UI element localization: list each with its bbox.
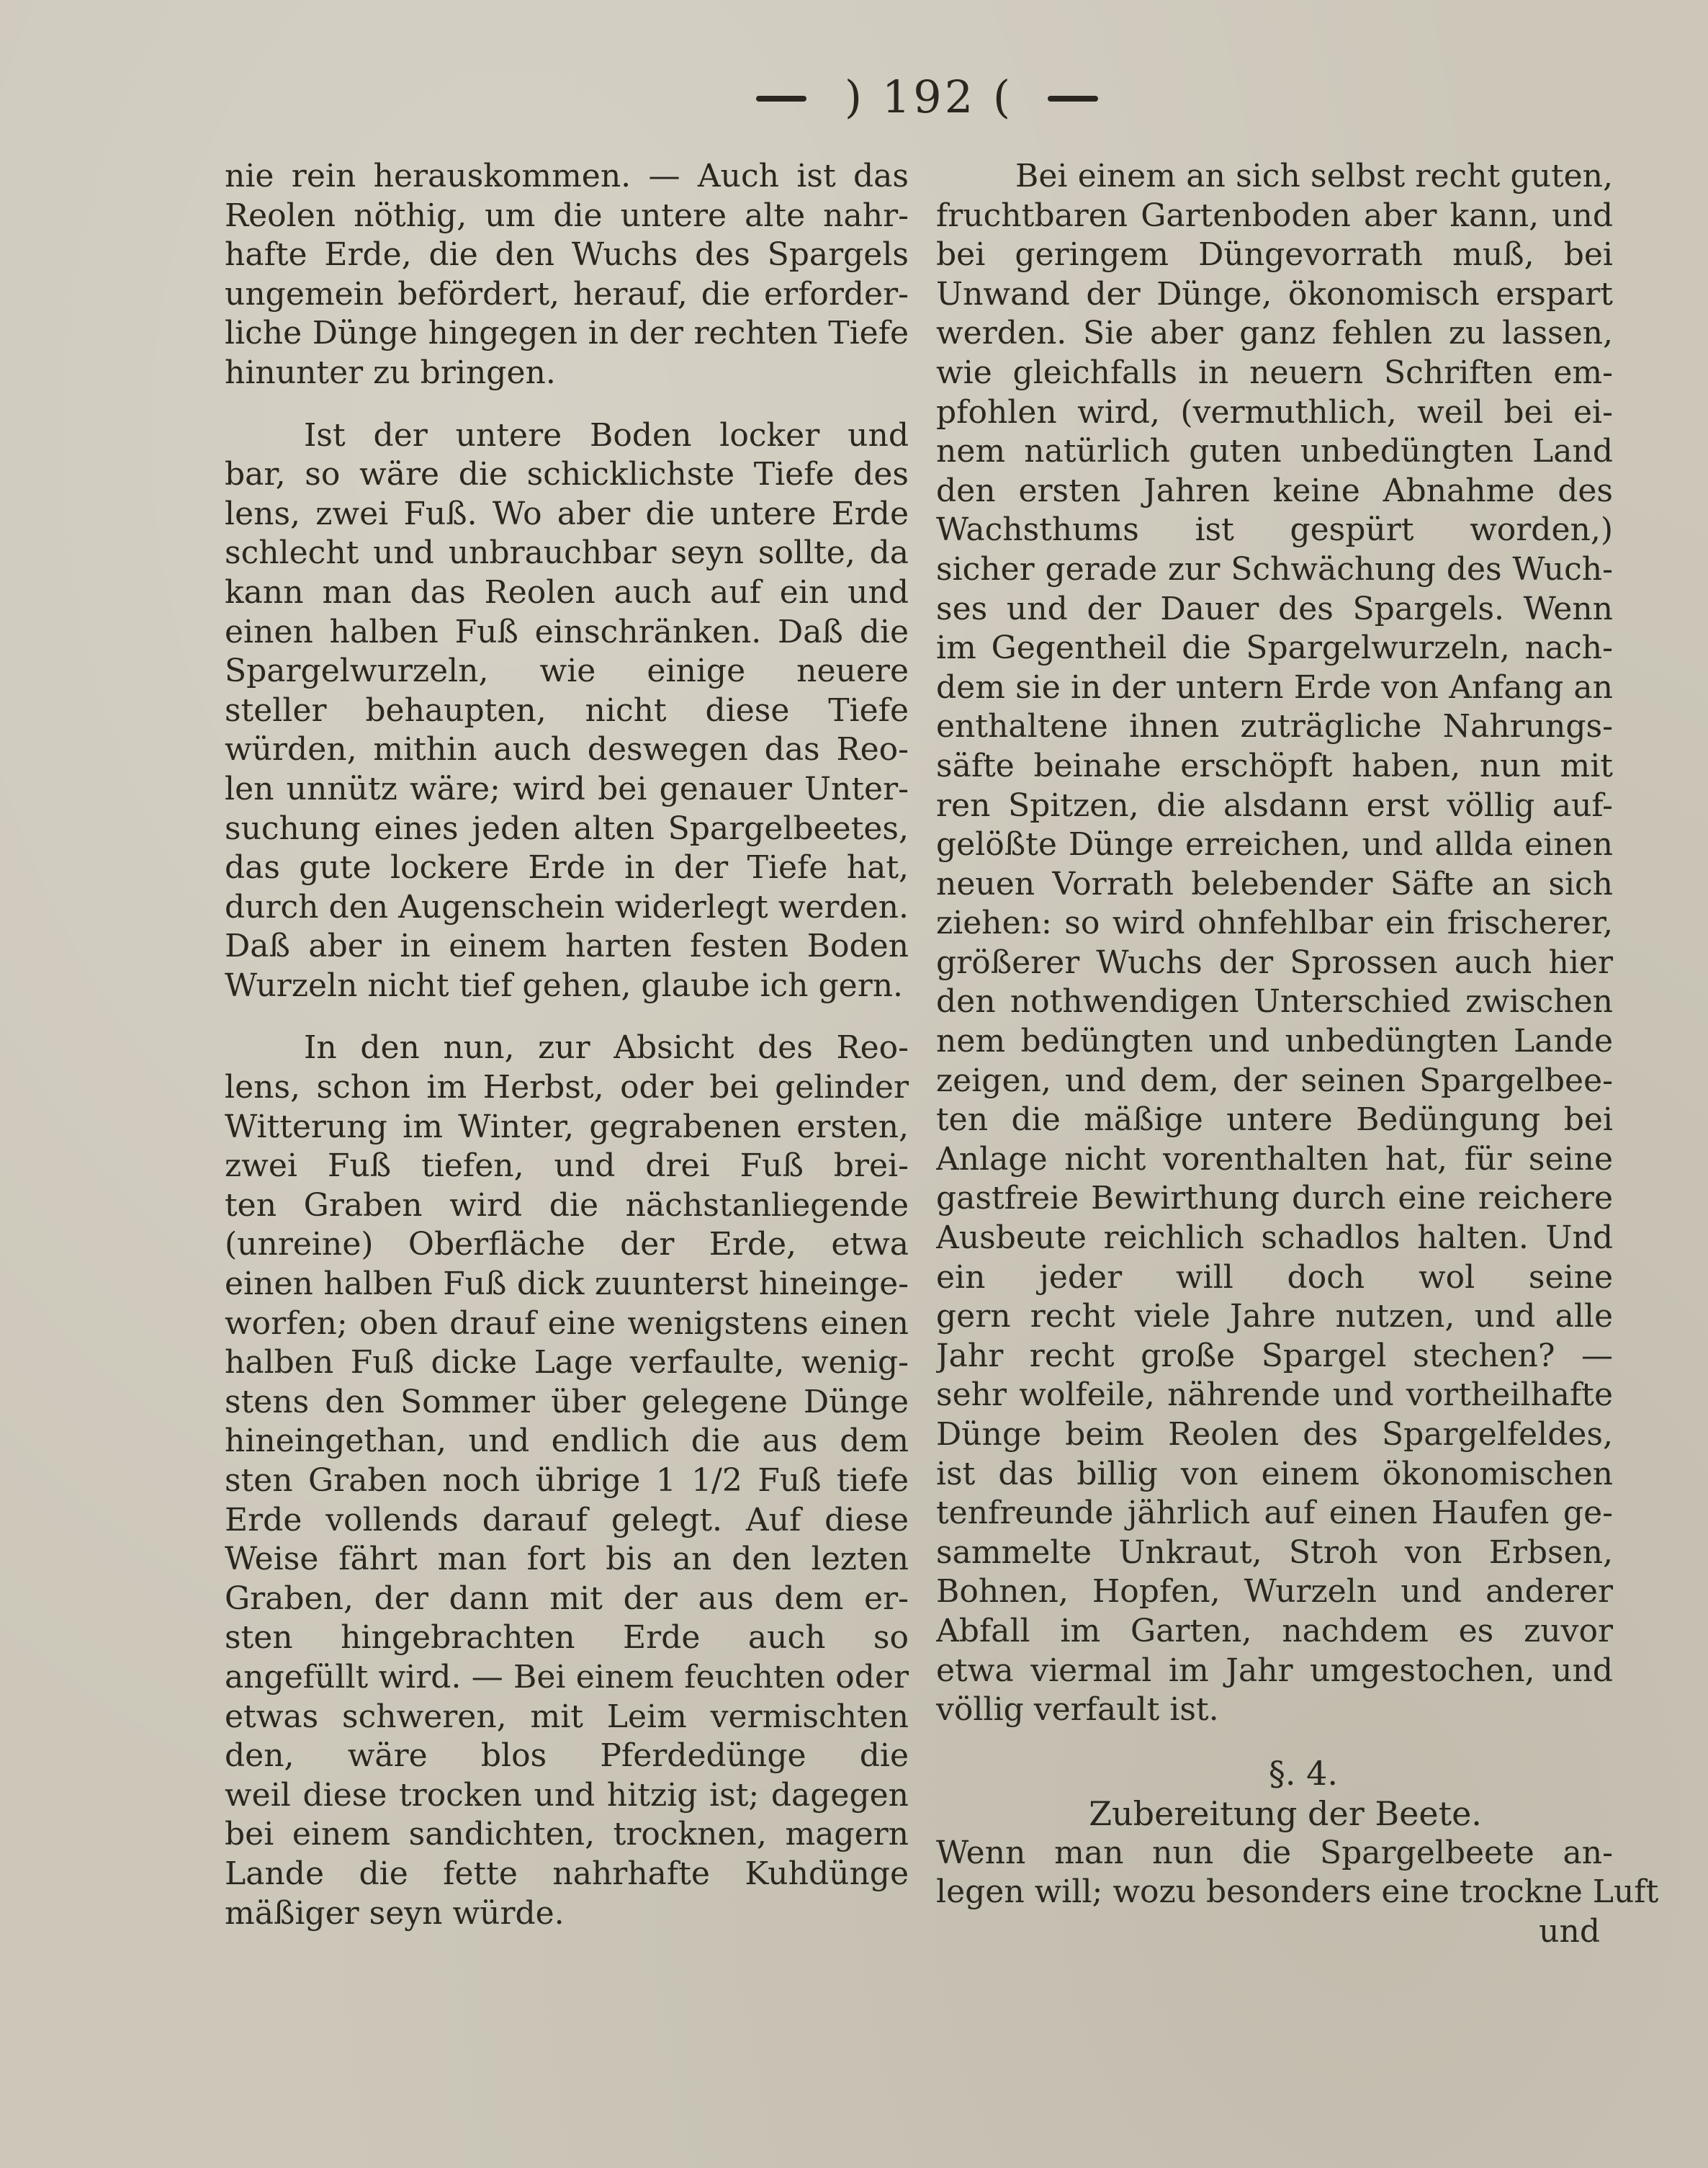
text-line: schlecht und unbrauchbar seyn sollte, da [225,534,909,572]
text-line: hafte Erde, die den Wuchs des Spargels [225,236,909,274]
text-line: Wachsthums ist gespürt worden,) [936,511,1613,549]
text-line: len unnütz wäre; wird bei genauer Unter- [225,770,909,807]
text-line: gelößte Dünge erreichen, und allda einen [936,826,1613,864]
text-line: den, wäre blos Pferdedünge die [225,1737,909,1775]
text-line: angefüllt wird. — Bei einem feuchten oder [225,1658,909,1696]
text-line: ten Graben wird die nächstanliegende [225,1186,909,1224]
text-line: fruchtbaren Gartenboden aber kann, und [936,197,1613,234]
text-line: nem natürlich guten unbedüngten Land [936,433,1613,470]
text-line: sten Graben noch übrige 1 1/2 Fuß tiefe [225,1462,909,1499]
text-line: ren Spitzen, die alsdann erst völlig auf- [936,787,1613,824]
text-line: In den nun, zur Absicht des Reo- [304,1029,909,1067]
text-line: gastfreie Bewirthung durch eine reichere [936,1180,1613,1217]
text-line: ist das billig von einem ökonomischen [936,1455,1613,1492]
text-line: suchung eines jeden alten Spargelbeetes, [225,810,909,847]
text-line: ein jeder will doch wol seine [936,1258,1613,1296]
text-line: völlig verfault ist. [936,1691,1219,1729]
text-line: einen halben Fuß einschränken. Daß die [225,613,909,650]
header-rule-left [756,96,806,102]
header-rule-right [1048,96,1098,102]
text-line: steller behaupten, nicht diese Tiefe [225,691,909,729]
text-line: sehr wolfeile, nährende und vortheilhafte [936,1376,1613,1414]
text-line: gern recht viele Jahre nutzen, und alle [936,1298,1613,1335]
text-line: weil diese trocken und hitzig ist; dagegen [225,1776,909,1814]
text-line: Graben, der dann mit der aus dem er- [225,1580,909,1617]
text-line: Anlage nicht vorenthalten hat, für seine [936,1140,1613,1178]
paragraph-gap [225,1005,909,1029]
text-line: Daß aber in einem harten festen Boden [225,928,909,965]
text-line: zwei Fuß tiefen, und drei Fuß brei- [225,1147,909,1185]
text-line: Wurzeln nicht tief gehen, glaube ich gern. [225,967,904,1004]
text-line: worfen; oben drauf eine wenigstens einen [225,1304,909,1342]
catchword: und [1539,1912,1600,1950]
text-line: Unwand der Dünge, ökonomisch erspart [936,275,1613,313]
left-column [225,157,909,1933]
text-line: den ersten Jahren keine Abnahme des [936,472,1613,509]
text-line: bei einem sandichten, trocknen, magern [225,1816,909,1853]
text-line: Dünge beim Reolen des Spargelfeldes, [936,1416,1613,1453]
text-line: tenfreunde jährlich auf einen Haufen ge- [936,1495,1613,1532]
text-line: hineingethan, und endlich die aus dem [225,1423,909,1460]
text-line: zeigen, und dem, der seinen Spargelbee- [936,1062,1613,1099]
text-line: einen halben Fuß dick zuunterst hineinge- [225,1266,909,1303]
text-line: lens, schon im Herbst, oder bei gelinder [225,1069,909,1106]
text-line: lens, zwei Fuß. Wo aber die untere Erde [225,495,909,532]
text-line: Bei einem an sich selbst recht guten, [1015,158,1613,194]
text-line: im Gegentheil die Spargelwurzeln, nach- [936,630,1613,667]
text-line: bei geringem Düngevorrath muß, bei [936,236,1613,274]
text-line: Bohnen, Hopfen, Wurzeln und anderer [936,1573,1613,1611]
text-line: Wenn man nun die Spargelbeete an- [936,1834,1613,1871]
text-line: Abfall im Garten, nachdem es zuvor [936,1612,1613,1649]
page-header [0,68,1708,126]
text-line: würden, mithin auch deswegen das Reo- [225,731,909,769]
section-gap [936,1730,1613,1753]
text-line: ses und der Dauer des Spargels. Wenn [936,590,1613,627]
text-line: Jahr recht große Spargel stechen? — [936,1337,1613,1374]
text-line: ziehen: so wird ohnfehlbar ein frischerer, [936,905,1613,942]
text-line: Erde vollends darauf gelegt. Auf diese [225,1501,909,1538]
text-line: Witterung im Winter, gegrabenen ersten, [225,1108,909,1145]
text-line: sten hingebrachten Erde auch so [225,1619,909,1657]
text-line: Reolen nöthig, um die untere alte nahr- [225,197,909,234]
text-line: Spargelwurzeln, wie einige neuere [225,653,909,690]
text-line: dem sie in der untern Erde von Anfang an [936,668,1613,706]
section-text [936,1834,1659,1912]
text-line: säfte beinahe erschöpft haben, nun mit [936,747,1613,784]
text-line: ungemein befördert, herauf, die erforder- [225,275,909,313]
text-line: das gute lockere Erde in der Tiefe hat, [225,849,909,887]
text-line: etwas schweren, mit Leim vermischten [225,1698,909,1735]
page-number: ) 192 ( [844,71,1014,123]
text-line: hinunter zu bringen. [225,354,556,391]
text-line: den nothwendigen Unterschied zwischen [936,983,1613,1021]
text-line: legen will; wozu besonders eine trockne Luft [936,1873,1659,1911]
text-line: werden. Sie aber ganz fehlen zu lassen, [936,315,1613,352]
paragraph-gap [225,393,909,416]
text-line: stens den Sommer über gelegene Dünge [225,1383,909,1420]
text-line: sammelte Unkraut, Stroh von Erbsen, [936,1533,1613,1571]
text-line: ten die mäßige untere Bedüngung bei [936,1101,1613,1139]
text-line: neuen Vorrath belebender Säfte an sich [936,865,1613,902]
text-line: bar, so wäre die schicklichste Tiefe des [225,456,909,493]
section-number: §. 4. [1268,1753,1339,1793]
text-line: Ausbeute reichlich schadlos halten. Und [936,1219,1613,1257]
text-line: liche Dünge hingegen in der rechten Tiefe [225,315,909,352]
text-line: durch den Augenschein widerlegt werden. [225,888,909,926]
text-line: nem bedüngten und unbedüngten Lande [936,1023,1613,1060]
text-line: halben Fuß dicke Lage verfaulte, wenig- [225,1344,909,1381]
text-line: etwa viermal im Jahr umgestochen, und [936,1652,1613,1689]
text-line: pfohlen wird, (vermuthlich, weil bei ei- [936,393,1613,431]
section-title: Zubereitung der Beete. [1089,1793,1482,1833]
text-line: Lande die fette nahrhafte Kuhdünge [225,1855,909,1892]
text-line: kann man das Reolen auch auf ein und [225,573,909,611]
text-line: Weise fährt man fort bis an den lezten [225,1541,909,1578]
text-line: enthaltene ihnen zuträgliche Nahrungs- [936,708,1613,745]
right-column-text [936,157,1613,1730]
right-column [936,157,1659,1952]
text-line: größerer Wuchs der Sprossen auch hier [936,944,1613,981]
text-line: wie gleichfalls in neuern Schriften em- [936,354,1613,391]
text-line: sicher gerade zur Schwächung des Wuch- [936,550,1613,588]
text-line: Ist der untere Boden locker und [304,416,909,454]
text-line: (unreine) Oberfläche der Erde, etwa [225,1226,909,1263]
text-line: mäßiger seyn würde. [225,1894,565,1932]
text-line: nie rein herauskommen. — Auch ist das [225,158,909,194]
